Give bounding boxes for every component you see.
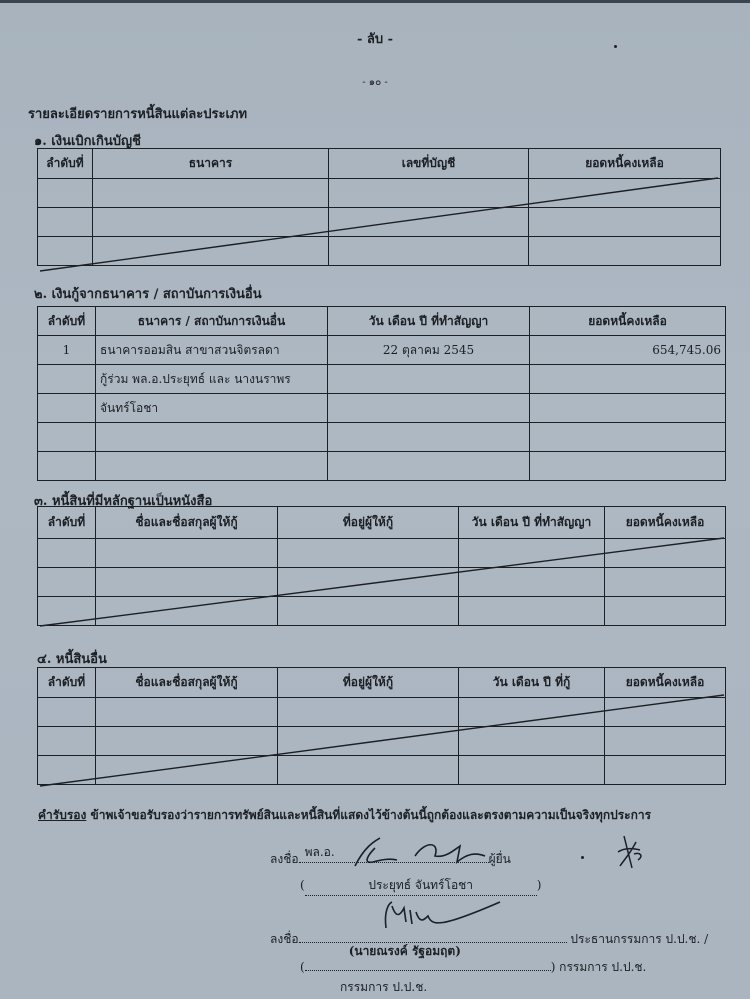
table-cell <box>38 756 96 785</box>
table-cell <box>605 698 726 727</box>
table-cell <box>278 597 459 626</box>
col-header-account-no: เลขที่บัญชี <box>329 149 529 179</box>
table-cell <box>278 756 459 785</box>
table-row <box>38 394 726 423</box>
other-debt-table <box>37 667 726 785</box>
sign-label: ลงชื่อ <box>270 852 299 866</box>
chairman-role: ประธานกรรมการ ป.ป.ช. / <box>570 932 709 946</box>
table-cell <box>328 365 530 394</box>
table-cell <box>38 727 96 756</box>
col-header-order: ลำดับที่ <box>38 668 96 698</box>
table-cell <box>96 597 278 626</box>
table-cell <box>605 539 726 568</box>
table-cell <box>329 208 529 237</box>
table-cell <box>38 179 93 208</box>
table-cell <box>605 756 726 785</box>
table-cell <box>38 423 96 452</box>
table-cell <box>38 208 93 237</box>
table-cell <box>38 394 96 423</box>
col-header-contract-date: วัน เดือน ปี ที่ทำสัญญา <box>328 307 530 336</box>
table-cell <box>38 568 96 597</box>
page-number: - ๑๐ - <box>362 77 388 88</box>
section-4-title: ๔. หนี้สินอื่น <box>37 652 107 667</box>
overdraft-table <box>37 148 721 266</box>
table-cell <box>96 452 328 481</box>
table-cell <box>38 597 96 626</box>
col-header-loan-date: วัน เดือน ปี ที่กู้ <box>459 668 605 698</box>
table-cell <box>96 756 278 785</box>
table-cell <box>96 539 278 568</box>
table-cell <box>278 698 459 727</box>
table-cell <box>459 698 605 727</box>
table-cell <box>530 394 726 423</box>
col-header-balance: ยอดหนี้คงเหลือ <box>605 668 726 698</box>
table-cell <box>96 727 278 756</box>
table-cell <box>93 237 329 266</box>
documented-debt-table <box>37 506 726 626</box>
table-cell <box>530 365 726 394</box>
table-cell <box>328 423 530 452</box>
table-cell <box>459 756 605 785</box>
loan-date: 22 ตุลาคม 2545 <box>328 336 530 365</box>
bank-loan-table <box>37 306 726 481</box>
col-header-lender-name: ชื่อและชื่อสกุลผู้ให้กู้ <box>96 507 278 539</box>
ink-dot <box>614 45 617 48</box>
section-3-title: ๓. หนี้สินที่มีหลักฐานเป็นหนังสือ <box>34 494 213 509</box>
loan-co-borrower: กู้ร่วม พล.อ.ประยุทธ์ และ นางนราพร <box>96 365 328 394</box>
table-cell <box>459 539 605 568</box>
table-cell <box>278 539 459 568</box>
col-header-institution: ธนาคาร / สถาบันการเงินอื่น <box>96 307 328 336</box>
col-header-balance: ยอดหนี้คงเหลือ <box>605 507 726 539</box>
filer-role: ผู้ยื่น <box>488 852 511 866</box>
table-cell <box>328 452 530 481</box>
signature-line-chairman <box>270 930 708 949</box>
col-header-lender-address: ที่อยู่ผู้ให้กู้ <box>278 507 459 539</box>
table-cell <box>605 727 726 756</box>
certification-label: คำรับรอง <box>38 808 87 822</box>
loan-co-borrower-surname: จันทร์โอชา <box>96 394 328 423</box>
table-row <box>38 365 726 394</box>
table-cell <box>38 698 96 727</box>
certification-statement <box>38 806 651 825</box>
table-cell <box>96 423 328 452</box>
col-header-balance: ยอดหนี้คงเหลือ <box>530 307 726 336</box>
col-header-contract-date: วัน เดือน ปี ที่ทำสัญญา <box>459 507 605 539</box>
table-cell <box>529 237 721 266</box>
table-cell <box>529 208 721 237</box>
table-cell <box>93 208 329 237</box>
rank-prefix: พล.อ. <box>304 845 335 859</box>
sign-label: ลงชื่อ <box>270 932 299 946</box>
loan-order: 1 <box>38 336 96 365</box>
document-title: รายละเอียดรายการหนี้สินแต่ละประเภท <box>28 107 248 122</box>
filer-name: ประยุทธ์ จันทร์โอชา <box>305 876 537 896</box>
table-row <box>38 423 726 452</box>
table-cell <box>459 568 605 597</box>
filer-printed-name: ( ประยุทธ์ จันทร์โอชา ) <box>300 876 541 896</box>
table-cell <box>530 423 726 452</box>
table-cell <box>530 452 726 481</box>
section-1-title: ๑. เงินเบิกเกินบัญชี <box>34 134 141 149</box>
chairman-signature <box>380 898 510 934</box>
filer-signature <box>345 836 515 872</box>
table-cell <box>328 394 530 423</box>
table-cell <box>38 452 96 481</box>
certification-text: ข้าพเจ้าขอรับรองว่ารายการทรัพย์สินและหนี้สินที่แสดงไว้ข้างต้นนี้ถูกต้องและตรงตามความเป็นจริงทุกประการ <box>90 808 652 822</box>
table-row <box>38 452 726 481</box>
classification-label: - ลับ - <box>356 32 394 47</box>
col-header-balance: ยอดหนี้คงเหลือ <box>529 149 721 179</box>
chairman-name: (นายณรงค์ รัฐอมฤต) <box>348 944 461 958</box>
table-cell <box>329 179 529 208</box>
col-header-order: ลำดับที่ <box>38 149 93 179</box>
col-header-lender-address: ที่อยู่ผู้ให้กู้ <box>278 668 459 698</box>
table-cell <box>96 568 278 597</box>
table-cell <box>329 237 529 266</box>
chairman-printed-name: ( (นายณรงค์ รัฐอมฤต) ) กรรมการ ป.ป.ช. <box>300 944 647 974</box>
table-cell <box>278 727 459 756</box>
table-cell <box>38 365 96 394</box>
table-cell <box>96 698 278 727</box>
table-cell <box>529 179 721 208</box>
section-2-title: ๒. เงินกู้จากธนาคาร / สถาบันการเงินอื่น <box>34 287 262 302</box>
table-cell <box>278 568 459 597</box>
loan-balance: 654,745.06 <box>530 336 726 365</box>
col-header-order: ลำดับที่ <box>38 307 96 336</box>
col-header-lender-name: ชื่อและชื่อสกุลผู้ให้กู้ <box>96 668 278 698</box>
initials-mark <box>610 832 650 872</box>
table-cell <box>38 237 93 266</box>
table-row <box>38 336 726 365</box>
table-cell <box>93 179 329 208</box>
table-cell <box>459 597 605 626</box>
col-header-bank: ธนาคาร <box>93 149 329 179</box>
col-header-order: ลำดับที่ <box>38 507 96 539</box>
table-cell <box>605 568 726 597</box>
commissioner-label: กรรมการ ป.ป.ช. <box>340 980 428 994</box>
commissioner-role: ) กรรมการ ป.ป.ช. <box>550 960 647 974</box>
table-cell <box>459 727 605 756</box>
loan-institution: ธนาคารออมสิน สาขาสวนจิตรลดา <box>96 336 328 365</box>
table-cell <box>38 539 96 568</box>
table-cell <box>605 597 726 626</box>
ink-dot <box>581 856 584 859</box>
